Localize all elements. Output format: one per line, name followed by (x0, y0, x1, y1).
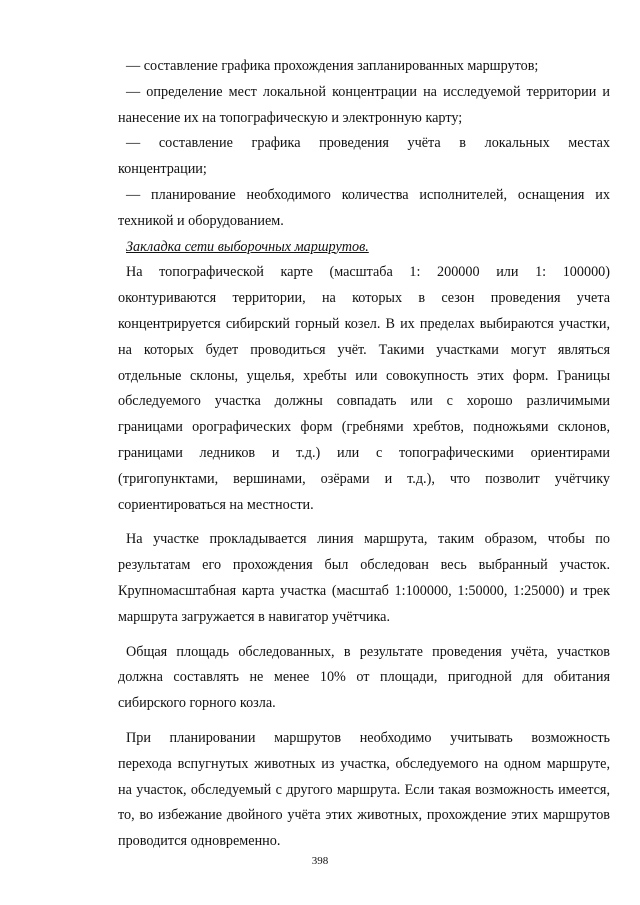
paragraph (118, 640, 610, 717)
paragraph-line: На участке прокладывается линия маршрута, таким образом, чтобы по (126, 531, 610, 548)
bullet-item (118, 183, 610, 235)
bullet-item (118, 80, 610, 132)
bullet-line: нанесение их на топографическую и электронную карту; (118, 109, 463, 126)
paragraph (118, 527, 610, 630)
document-body (118, 54, 610, 855)
bullet-item (118, 131, 610, 183)
paragraph-line: на которых будет проводиться учёт. Такими участками могут являться (118, 341, 610, 358)
paragraph-line: оконтуриваются территории, на которых в сезон проведения учета (118, 290, 610, 307)
bullet-line: — определение мест локальной концентрации на исследуемой территории и (126, 83, 610, 100)
paragraph-line: сориентироваться на местности. (118, 496, 314, 513)
bullet-line: — составление графика проведения учёта в локальных местах (126, 135, 610, 152)
bullet-line: концентрации; (118, 161, 207, 178)
paragraph-line: проводится одновременно. (118, 833, 281, 850)
paragraph-line: перехода вспугнутых животных из участка, обследуемого на одном маршруте, (118, 755, 610, 772)
bullet-line: — планирование необходимого количества исполнителей, оснащения их (126, 186, 610, 203)
paragraph-line: (тригопунктами, вершинами, озёрами и т.д.), что позволит учётчику (118, 470, 610, 487)
paragraph-line: маршрута загружается в навигатор учётчика. (118, 608, 390, 625)
bullet-item (118, 54, 610, 80)
paragraph-line: концентрируется сибирский горный козел. В их пределах выбираются участки, (118, 315, 610, 332)
bullet-line: — составление графика прохождения запланированных маршрутов; (126, 58, 539, 74)
section-heading: Закладка сети выборочных маршрутов. (126, 238, 369, 255)
paragraph-line: При планировании маршрутов необходимо учитывать возможность (126, 729, 610, 746)
paragraph (118, 260, 610, 518)
paragraph-line: результатам его прохождения был обследован весь выбранный участок. (118, 557, 610, 574)
paragraph-line: то, во избежание двойного учёта этих животных, прохождение этих маршрутов (118, 807, 610, 824)
paragraph-line: границами ледников и т.д.) или с топографическими ориентирами (118, 444, 610, 461)
paragraph-line: сибирского горного козла. (118, 695, 276, 712)
page-number: 398 (311, 855, 329, 867)
bullet-line: техникой и оборудованием. (118, 212, 284, 229)
paragraph-line: на участок, обследуемый с другого маршрута. Если такая возможность имеется, (118, 781, 610, 798)
paragraph-line: границами орографических форм (гребнями хребтов, подножьями склонов, (118, 419, 610, 436)
paragraph-line: отдельные склоны, ущелья, хребты или совокупность этих форм. Границы (118, 367, 610, 384)
paragraph-line: Крупномасштабная карта участка (масштаб 1:100000, 1:50000, 1:25000) и трек (118, 582, 610, 599)
paragraph-line: На топографической карте (масштаба 1: 200000 или 1: 100000) (126, 264, 610, 281)
paragraph-line: должна составлять не менее 10% от площади, пригодной для обитания (118, 669, 610, 686)
paragraph-line: обследуемого участка должны совпадать или с хорошо различимыми (118, 393, 610, 410)
paragraph (118, 726, 610, 855)
paragraph-line: Общая площадь обследованных, в результате проведения учёта, участков (126, 643, 610, 660)
